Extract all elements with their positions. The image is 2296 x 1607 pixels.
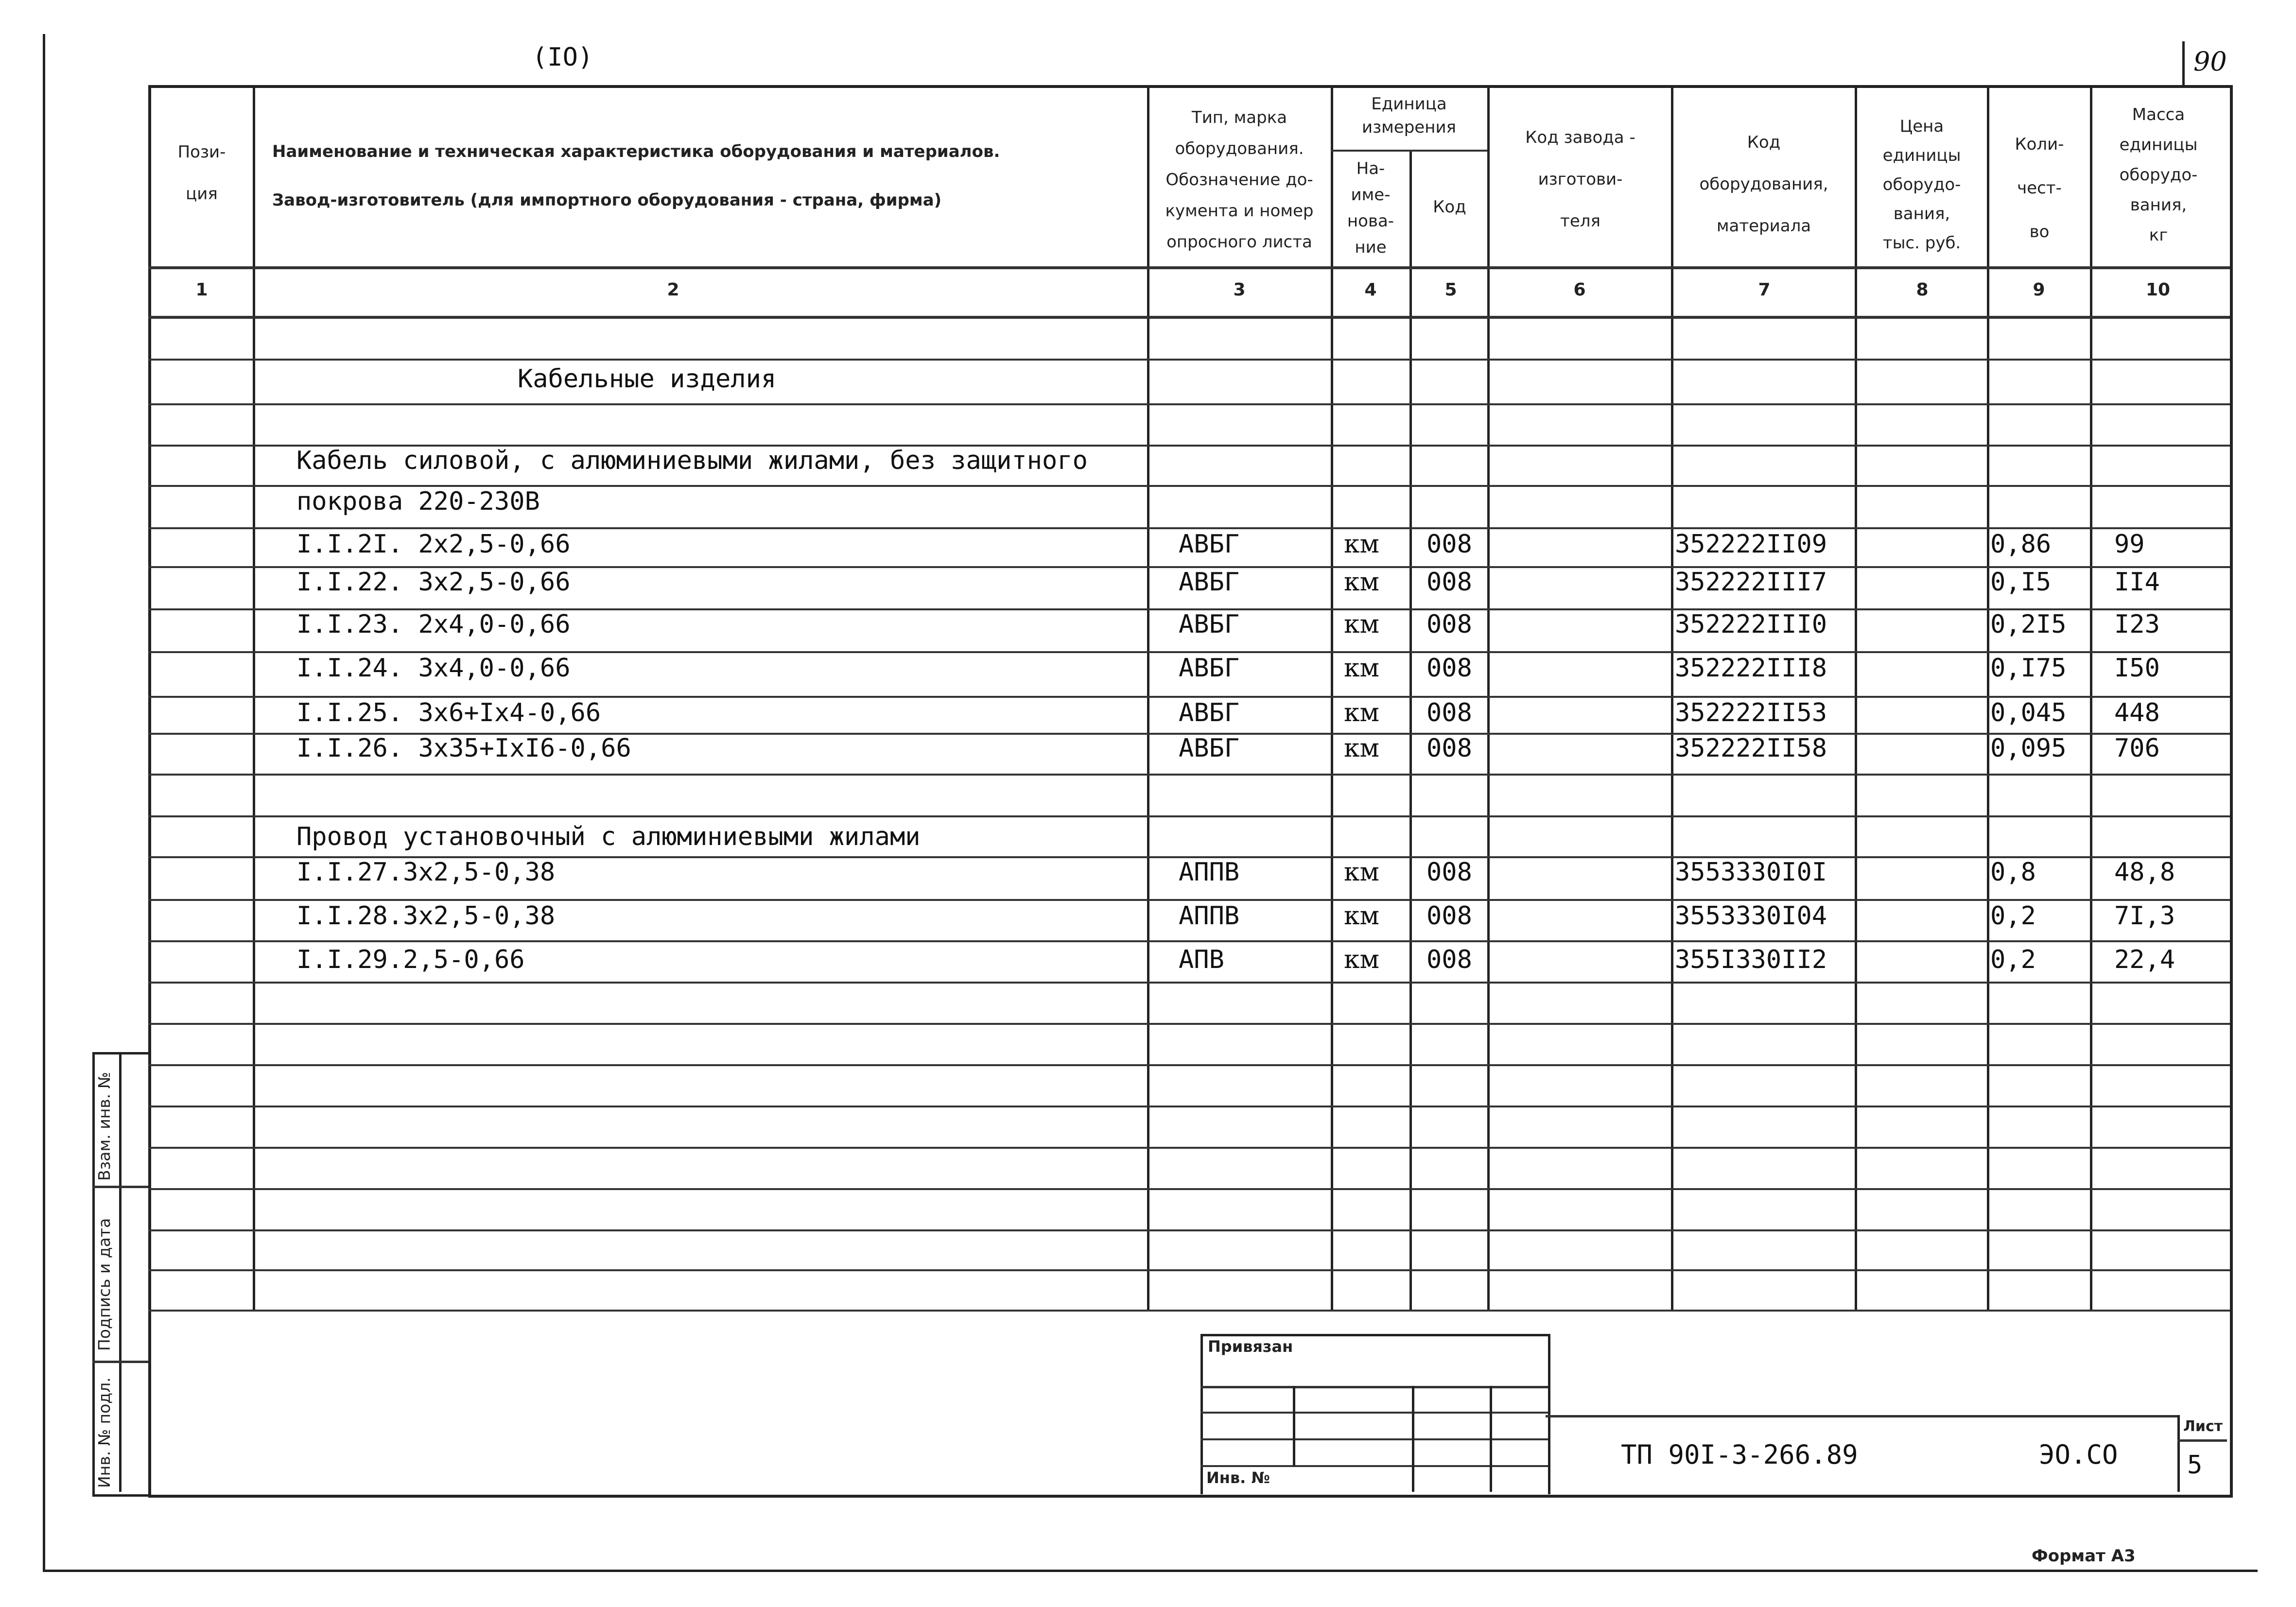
row-9-type: АПВ [1179, 945, 1224, 974]
row-line [148, 1188, 2230, 1190]
column-number-3: 3 [1233, 280, 1246, 300]
column-number-5: 5 [1444, 280, 1457, 300]
row-4-equip-code: 352222III8 [1675, 654, 1827, 683]
column-number-6: 6 [1573, 280, 1586, 300]
side-stamp-line [92, 1186, 148, 1188]
side-label-inv-podl: Инв. № подл. [95, 1377, 114, 1488]
row-5-qty: 0,045 [1990, 698, 2067, 727]
row-8-equip-code: 3553330I04 [1675, 901, 1827, 931]
row-4-qty: 0,I75 [1990, 654, 2067, 683]
row-line [148, 1269, 2230, 1271]
row-2-type: АВБГ [1179, 568, 1240, 597]
row-2-code: 008 [1426, 568, 1472, 597]
side-stamp-line [92, 1361, 148, 1363]
page-number [2182, 41, 2231, 87]
header-factory-code: Код завода - изготови- теля [1525, 128, 1635, 231]
column-number-1: 1 [195, 280, 208, 300]
row-2-unit: км [1344, 568, 1379, 597]
row-9-mass: 22,4 [2114, 945, 2175, 974]
header-unit-code: Код [1433, 197, 1466, 217]
col-divider [1409, 151, 1412, 1310]
row-7-code: 008 [1426, 858, 1472, 887]
row-2-equip-code: 352222III7 [1675, 568, 1827, 597]
row-1-equip-code: 352222II09 [1675, 530, 1827, 559]
row-5-type: АВБГ [1179, 698, 1240, 727]
row-line [148, 815, 2230, 817]
row-8-unit: км [1344, 901, 1379, 931]
stamp-privyazan-label: Привязан [1208, 1337, 1293, 1356]
column-number-8: 8 [1916, 280, 1929, 300]
row-line [148, 1229, 2230, 1231]
group1-title-line1: Кабель силовой, с алюминиевыми жилами, без защитного [296, 446, 1088, 475]
side-label-vzam-inv: Взам. инв. № [95, 1071, 114, 1181]
row-6-unit: км [1344, 734, 1379, 763]
row-3-type: АВБГ [1179, 610, 1240, 639]
page-number-text: 90 [2193, 46, 2227, 77]
row-8-name: I.I.28.3x2,5-0,38 [296, 901, 556, 931]
sheet-label-line [2177, 1439, 2227, 1442]
row-9-name: I.I.29.2,5-0,66 [296, 945, 525, 974]
side-label-podpis-data: Подпись и дата [95, 1218, 114, 1351]
column-number-7: 7 [1758, 280, 1771, 300]
row-9-equip-code: 355I330II2 [1675, 945, 1827, 974]
column-number-9: 9 [2033, 280, 2045, 300]
stamp-line [1200, 1386, 1548, 1388]
row-6-equip-code: 352222II58 [1675, 734, 1827, 763]
row-1-type: АВБГ [1179, 530, 1240, 559]
group1-title-line2: покрова 220-230В [296, 487, 540, 516]
row-3-equip-code: 352222III0 [1675, 610, 1827, 639]
numbers-row-bottom-line [148, 316, 2230, 319]
row-line [148, 774, 2230, 776]
row-9-qty: 0,2 [1990, 945, 2036, 974]
row-3-code: 008 [1426, 610, 1472, 639]
row-2-mass: II4 [2114, 568, 2160, 597]
row-4-mass: I50 [2114, 654, 2160, 683]
header-mass: Масса единицы оборудо- вания, кг [2119, 105, 2198, 245]
row-5-mass: 448 [2114, 698, 2160, 727]
header-equipment-code: Код оборудования, материала [1699, 133, 1828, 236]
row-7-qty: 0,8 [1990, 858, 2036, 887]
row-3-unit: км [1344, 610, 1379, 639]
row-9-code: 008 [1426, 945, 1472, 974]
row-line [148, 403, 2230, 405]
row-line [148, 1310, 2230, 1312]
row-4-name: I.I.24. 3x4,0-0,66 [296, 654, 571, 683]
row-line [148, 527, 2230, 529]
row-2-qty: 0,I5 [1990, 568, 2052, 597]
document-code: ТП 90I-3-266.89 [1621, 1439, 1858, 1470]
row-3-name: I.I.23. 2x4,0-0,66 [296, 610, 571, 639]
side-stamp-divider [119, 1052, 122, 1492]
row-6-code: 008 [1426, 734, 1472, 763]
row-line [148, 1023, 2230, 1025]
header-name: Наименование и техническая характеристика оборудования и материалов. Завод-изготовитель (для импортного оборудования - страна, фирма) [272, 142, 1000, 210]
row-8-mass: 7I,3 [2114, 901, 2175, 931]
row-7-mass: 48,8 [2114, 858, 2175, 887]
row-5-equip-code: 352222II53 [1675, 698, 1827, 727]
column-number-10: 10 [2145, 280, 2171, 300]
column-number-4: 4 [1364, 280, 1377, 300]
header-bottom-line [148, 266, 2230, 269]
stamp-top-line [1546, 1415, 2180, 1417]
format-label: Формат А3 [2032, 1546, 2136, 1566]
row-6-mass: 706 [2114, 734, 2160, 763]
row-3-mass: I23 [2114, 610, 2160, 639]
header-unit: Единица измерения [1361, 94, 1457, 137]
row-line [148, 1064, 2230, 1066]
row-9-unit: км [1344, 945, 1379, 974]
row-2-name: I.I.22. 3x2,5-0,66 [296, 568, 571, 597]
row-5-name: I.I.25. 3x6+Ix4-0,66 [296, 698, 601, 727]
sheet-number: 5 [2187, 1451, 2203, 1480]
row-7-type: АППВ [1179, 858, 1240, 887]
stamp-line [1200, 1438, 1548, 1440]
group2-title: Провод установочный с алюминиевыми жилами [296, 822, 921, 851]
header-qty: Коли- чест- во [2015, 135, 2064, 242]
row-4-type: АВБГ [1179, 654, 1240, 683]
stamp-divider [1293, 1386, 1295, 1466]
row-8-qty: 0,2 [1990, 901, 2036, 931]
stamp-inv-no: Инв. № [1206, 1469, 1270, 1487]
row-6-type: АВБГ [1179, 734, 1240, 763]
sheet-label: Лист [2183, 1418, 2223, 1435]
row-4-code: 008 [1426, 654, 1472, 683]
row-line [148, 940, 2230, 942]
row-6-qty: 0,095 [1990, 734, 2067, 763]
column-number-2: 2 [667, 280, 679, 300]
row-1-mass: 99 [2114, 530, 2145, 559]
row-7-unit: км [1344, 858, 1379, 887]
unit-subheader-line [1331, 150, 1487, 152]
header-price: Цена единицы оборудо- вания, тыс. руб. [1882, 117, 1961, 253]
stamp-line [1200, 1465, 1548, 1467]
header-unit-name: На- име- нова- ние [1347, 159, 1394, 257]
row-line [148, 359, 2230, 361]
row-8-code: 008 [1426, 901, 1472, 931]
row-line [148, 982, 2230, 984]
row-1-name: I.I.2I. 2x2,5-0,66 [296, 530, 571, 559]
row-line [148, 651, 2230, 653]
row-line [148, 1147, 2230, 1149]
row-5-code: 008 [1426, 698, 1472, 727]
row-1-code: 008 [1426, 530, 1472, 559]
document-suffix: ЭО.СО [2039, 1439, 2118, 1470]
row-8-type: АППВ [1179, 901, 1240, 931]
row-1-qty: 0,86 [1990, 530, 2052, 559]
row-3-qty: 0,2I5 [1990, 610, 2067, 639]
stamp-line [1200, 1412, 1548, 1414]
row-line [148, 696, 2230, 698]
row-1-unit: км [1344, 530, 1379, 559]
section-title: Кабельные изделия [518, 364, 777, 394]
row-7-name: I.I.27.3x2,5-0,38 [296, 858, 556, 887]
row-4-unit: км [1344, 654, 1379, 683]
stamp-divider [1490, 1386, 1492, 1492]
row-line [148, 899, 2230, 901]
stamp-divider [1412, 1386, 1414, 1492]
row-6-name: I.I.26. 3x35+IxI6-0,66 [296, 734, 631, 763]
sheet-reference: (IO) [532, 43, 593, 72]
header-type: Тип, марка оборудования. Обозначение до- кумента и номер опросного листа [1165, 108, 1314, 252]
row-5-unit: км [1344, 698, 1379, 727]
row-line [148, 1106, 2230, 1107]
header-position: Пози- ция [177, 142, 226, 204]
row-7-equip-code: 3553330I0I [1675, 858, 1827, 887]
